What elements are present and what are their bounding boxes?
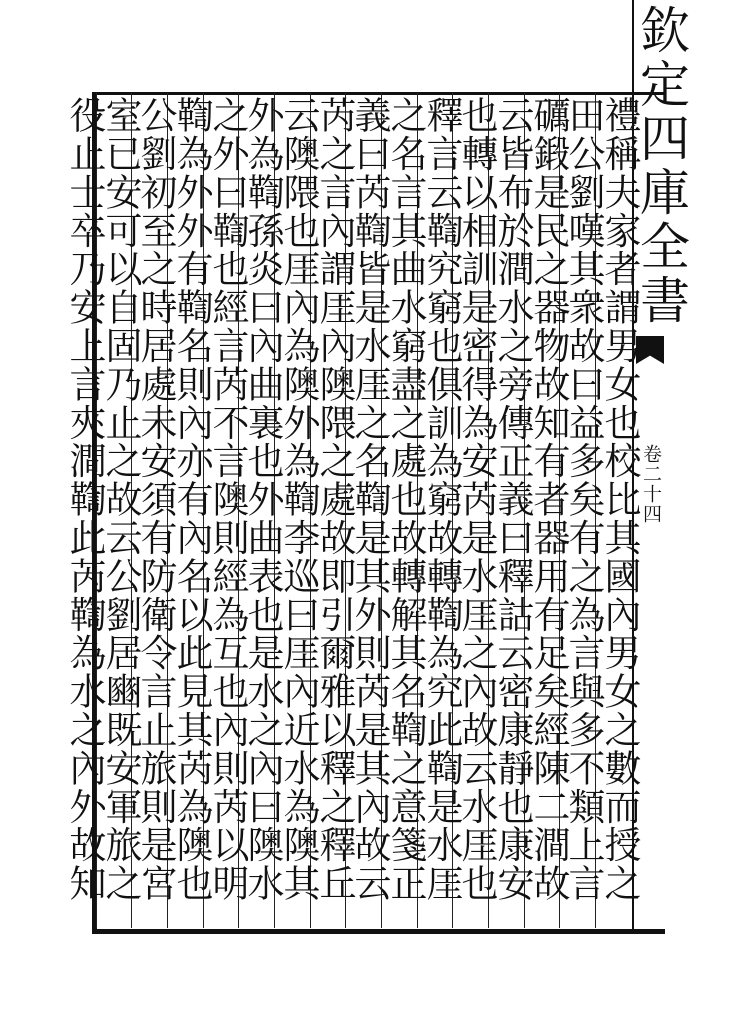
text-column-14: 公劉初至之時居處未安須有防衛令言止旅則是宮 — [134, 96, 177, 903]
text-column-9: 芮之言內謂厓內隩隈之處故即引爾雅以釋之釋丘 — [313, 96, 356, 903]
text-column-5: 也轉以相訓是密得為安芮是水厓之內故云水厓也 — [455, 96, 498, 903]
text-column-2: 田公劉嘆其衆故曰益多矣有之為言與多不類上言 — [562, 96, 605, 903]
text-column-10: 云隩隈也厓內為隩外為鞫李巡曰厓內近水為隩其 — [277, 96, 320, 903]
text-column-11: 外為鞫孫炎曰內曲裏也外曲表也是水之內曰隩水 — [241, 96, 284, 903]
text-column-7: 之名言其曲水窮盡之處也故轉解其名鞫之意箋正 — [384, 96, 427, 903]
text-column-13: 鞫為外外有鞫名則內亦有內名以此見其芮為隩也 — [170, 96, 213, 903]
text-column-15: 室已安可以自固乃止之故云公劉居豳既安軍旅之 — [99, 96, 142, 903]
text-column-3: 礪鍛是民之器物故知有者器用有足矣經陳二澗故 — [527, 96, 570, 903]
volume-label: 卷二十四 — [640, 444, 662, 524]
text-column-12: 之外曰鞫也經言芮不言隩則經為互也內則芮以明 — [206, 96, 249, 903]
text-column-16: 役止士卒乃安上言夾澗鞫此芮鞫為水之內外故知 — [63, 96, 106, 903]
text-column-8: 義曰芮鞫皆是水厓之名鞫是其外則芮是其內故云 — [348, 96, 391, 903]
book-title: 欽定四庫全書 — [632, 4, 690, 328]
text-column-1: 禮稱夫家者謂男女也校比其國內男女之數而授之 — [598, 96, 641, 903]
text-column-4: 云皆布於澗水之旁傳正義曰釋詁云密康靜也康安 — [491, 96, 534, 903]
text-column-6: 釋言云鞫究窮也俱訓為窮故轉鞫為究此鞫是水厓 — [420, 96, 463, 903]
